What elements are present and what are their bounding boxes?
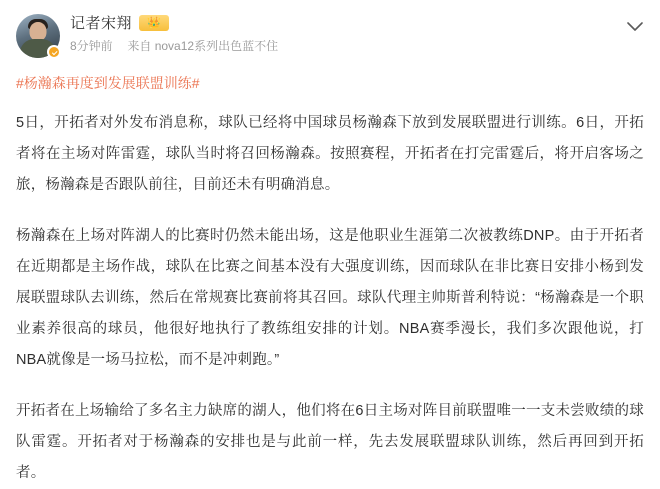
avatar[interactable] (16, 14, 60, 58)
chevron-down-icon[interactable] (624, 16, 646, 38)
post-time: 8分钟前 (70, 40, 113, 52)
post-source[interactable]: 来自 nova12系列出色蓝不住 (127, 40, 279, 52)
verified-badge-icon (47, 45, 61, 59)
member-crown-badge[interactable] (139, 15, 169, 31)
topic-link[interactable]: #杨瀚森再度到发展联盟训练# (16, 75, 200, 91)
post-meta (70, 40, 644, 52)
post-paragraph: 开拓者在上场输给了多名主力缺席的湖人，他们将在6日主场对阵目前联盟唯一一支未尝败绩的球队雷霆。开拓者对于杨瀚森的安排也是与此前一样，先去发展联盟球队训练，然后再回到开拓者。 (16, 402, 644, 481)
post-paragraph: 5日，开拓者对外发布消息称，球队已经将中国球员杨瀚森下放到发展联盟进行训练。6日，开拓者将在主场对阵雷霆，球队当时将召回杨瀚森。按照赛程，开拓者在打完雷霆后，将开启客场之旅，杨瀚森是否跟队前往，目前还未有明确消息。 (16, 114, 644, 193)
post-body (16, 94, 644, 489)
author-name-row (70, 15, 644, 31)
author-name[interactable]: 记者宋翔 (70, 14, 133, 32)
post-paragraph: 杨瀚森在上场对阵湖人的比赛时仍然未能出场，这是他职业生涯第二次被教练DNP。由于开拓者在近期都是主场作战，球队在比赛之间基本没有大强度训练，因而球队在非比赛日安排小杨到发展联盟球队去训练，然后在常规赛比赛前将其召回。球队代理主帅斯普利特说：“杨瀚森是一个职业素养很高的球员，他很好地执行了教练组安排的计划。NBA赛季漫长，我们多次跟他说，打NBA就像是一场马拉松，而不是冲刺跑。” (16, 227, 644, 368)
crown-icon: 👑 (147, 16, 161, 29)
post-header (0, 0, 660, 58)
author-info (70, 14, 644, 52)
